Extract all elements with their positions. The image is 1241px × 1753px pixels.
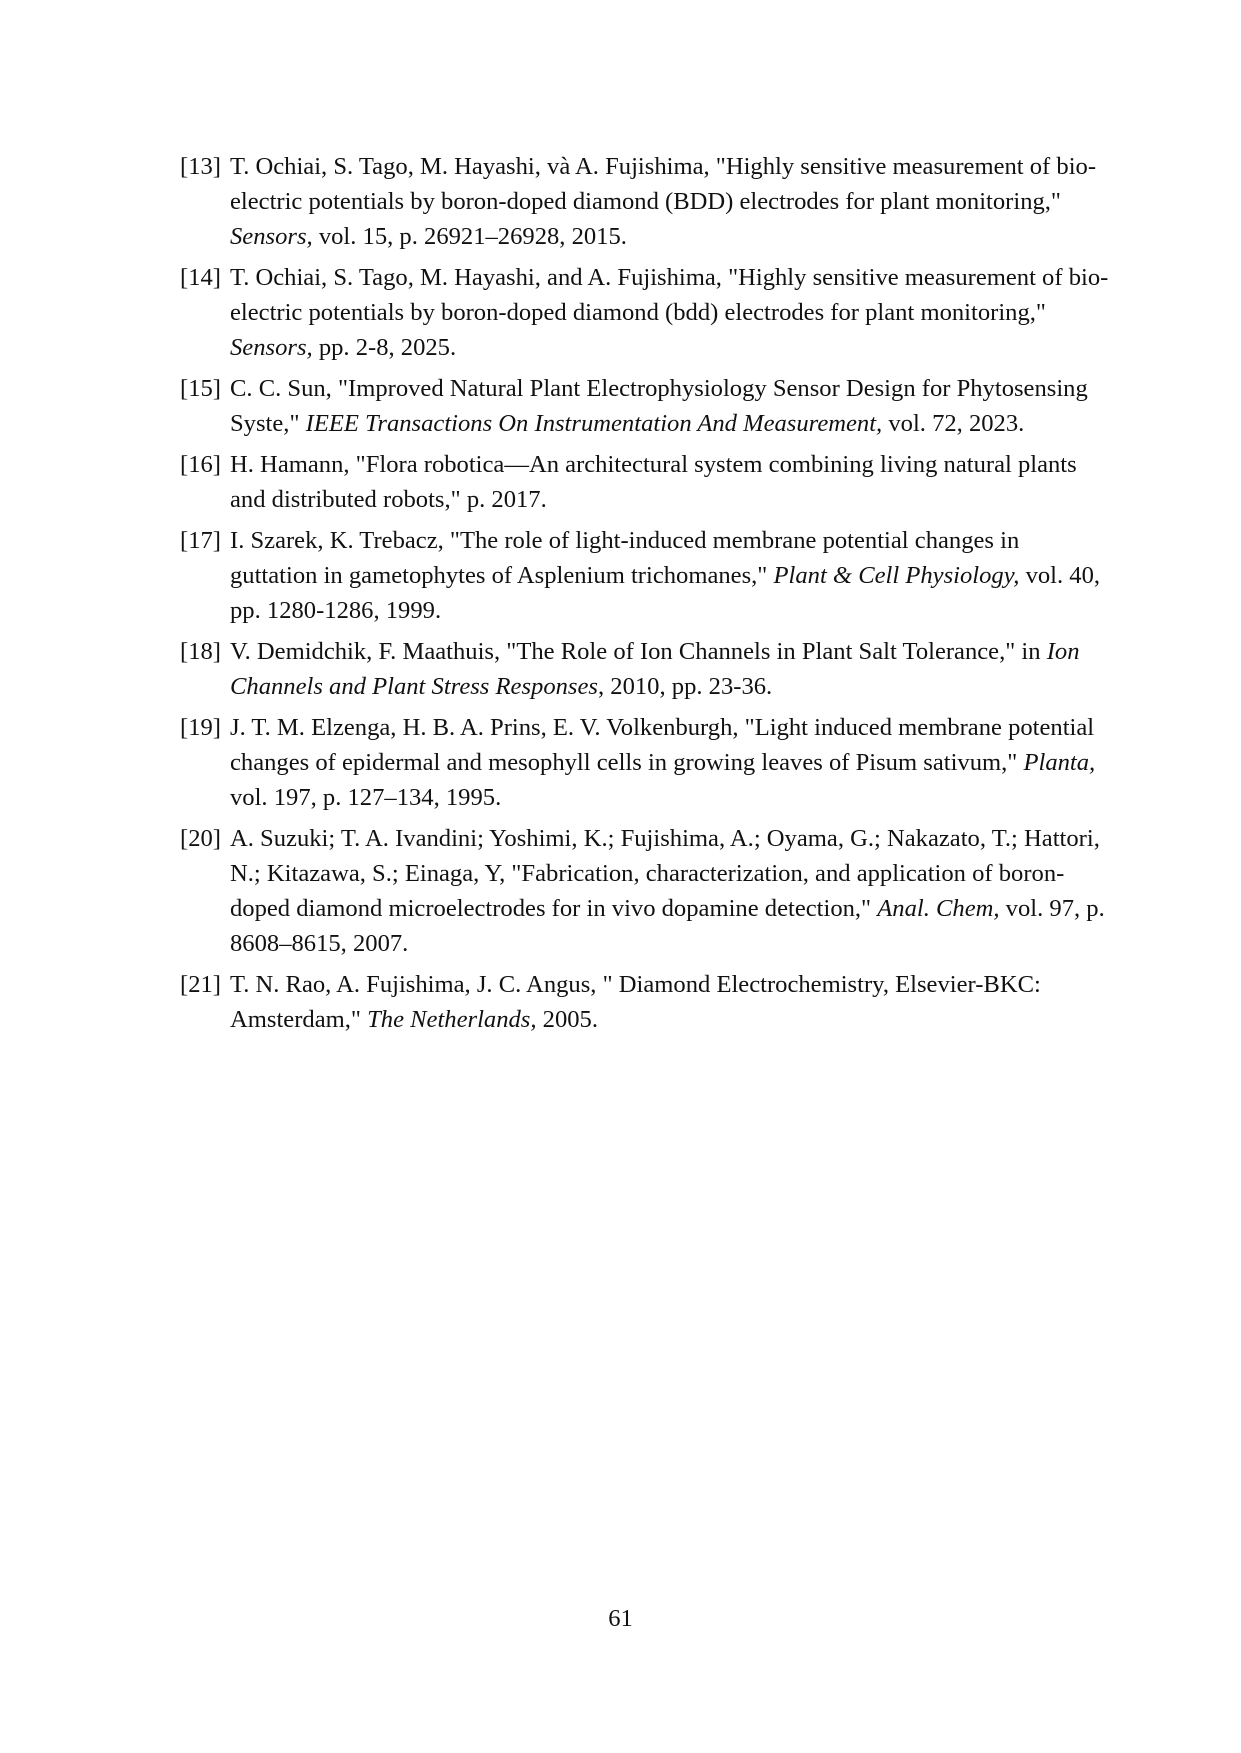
reference-text [230,825,1105,957]
page-number: 61 [608,1605,633,1632]
reference-text [230,971,1041,1033]
reference-item-18 [180,634,1110,704]
reference-text [230,451,1077,513]
reference-text-plain: C. C. Sun, "Improved Natural Plant Electrophysiology Sensor Design for Phytosensing Syste," [230,375,1088,437]
reference-text-plain: H. Hamann, "Flora robotica—An architectural system combining living natural plants and distributed robots," p. 2017. [230,451,1077,513]
reference-text [230,527,1100,624]
reference-source-italic: IEEE Transactions On Instrumentation And Measurement, [305,410,883,437]
reference-text-tail: , 2010, pp. 23-36. [597,673,773,700]
reference-text [230,714,1095,811]
reference-text-tail: vol. 97, p. 8608–8615, 2007. [230,895,1105,957]
reference-number: [19] [180,714,221,741]
reference-number: [21] [180,971,221,998]
reference-item-13 [180,149,1110,254]
reference-item-14 [180,260,1110,365]
reference-item-17 [180,523,1110,628]
reference-text-tail: vol. 72, 2023. [882,410,1025,437]
reference-text-plain: T. Ochiai, S. Tago, M. Hayashi, and A. Fujishima, "Highly sensitive measurement of bio-electric potentials by boron-doped diamond (bdd) electrodes for plant monitoring," [230,264,1109,326]
reference-source-italic: Ion Channels and Plant Stress Responses [230,638,1080,700]
reference-number: [15] [180,375,221,402]
reference-text-tail: pp. 2-8, 2025. [312,334,457,361]
reference-source-italic: Sensors, [230,334,313,361]
reference-item-21 [180,967,1110,1037]
reference-text [230,375,1088,437]
reference-text-plain: I. Szarek, K. Trebacz, "The role of light-induced membrane potential changes in guttation in gametophytes of Asplenium trichomanes," [230,527,1020,589]
reference-item-15 [180,371,1110,441]
reference-text-plain: J. T. M. Elzenga, H. B. A. Prins, E. V. Volkenburgh, "Light induced membrane potential changes of epidermal and mesophyll cells in growing leaves of Pisum sativum," [230,714,1095,776]
reference-item-19 [180,710,1110,815]
reference-text-tail: vol. 197, p. 127–134, 1995. [230,784,502,811]
reference-source-italic: Plant & Cell Physiology, [773,562,1020,589]
reference-text-tail: 2005. [536,1006,598,1033]
reference-item-16 [180,447,1110,517]
reference-text-plain: T. N. Rao, A. Fujishima, J. C. Angus, " Diamond Electrochemistry, Elsevier-BKC: Amsterdam," [230,971,1041,1033]
reference-text [230,153,1096,250]
reference-number: [14] [180,264,221,291]
reference-text-plain: V. Demidchik, F. Maathuis, "The Role of Ion Channels in Plant Salt Tolerance," in [230,638,1047,665]
reference-text-plain: T. Ochiai, S. Tago, M. Hayashi, và A. Fujishima, "Highly sensitive measurement of bio-electric potentials by boron-doped diamond (BDD) electrodes for plant monitoring," [230,153,1097,215]
reference-number: [13] [180,153,221,180]
reference-number: [20] [180,825,221,852]
reference-source-italic: Anal. Chem, [877,895,1000,922]
reference-number: [16] [180,451,221,478]
reference-number: [18] [180,638,221,665]
reference-text-tail: vol. 15, p. 26921–26928, 2015. [312,223,627,250]
reference-text [230,264,1108,361]
reference-text-plain: A. Suzuki; T. A. Ivandini; Yoshimi, K.; Fujishima, A.; Oyama, G.; Nakazato, T.; Hattori, N.; Kitazawa, S.; Einaga, Y, "Fabrication, characterization, and application of boron-doped diamond microelectrodes for in vivo dopamine detection," [230,825,1100,922]
reference-item-20 [180,821,1110,961]
reference-number: [17] [180,527,221,554]
reference-source-italic: Sensors, [230,223,313,250]
reference-source-italic: The Netherlands, [367,1006,537,1033]
reference-list [180,149,1110,1043]
reference-text [230,638,1080,700]
reference-text-tail: vol. 40, pp. 1280-1286, 1999. [230,562,1101,624]
reference-source-italic: Planta, [1023,749,1096,776]
